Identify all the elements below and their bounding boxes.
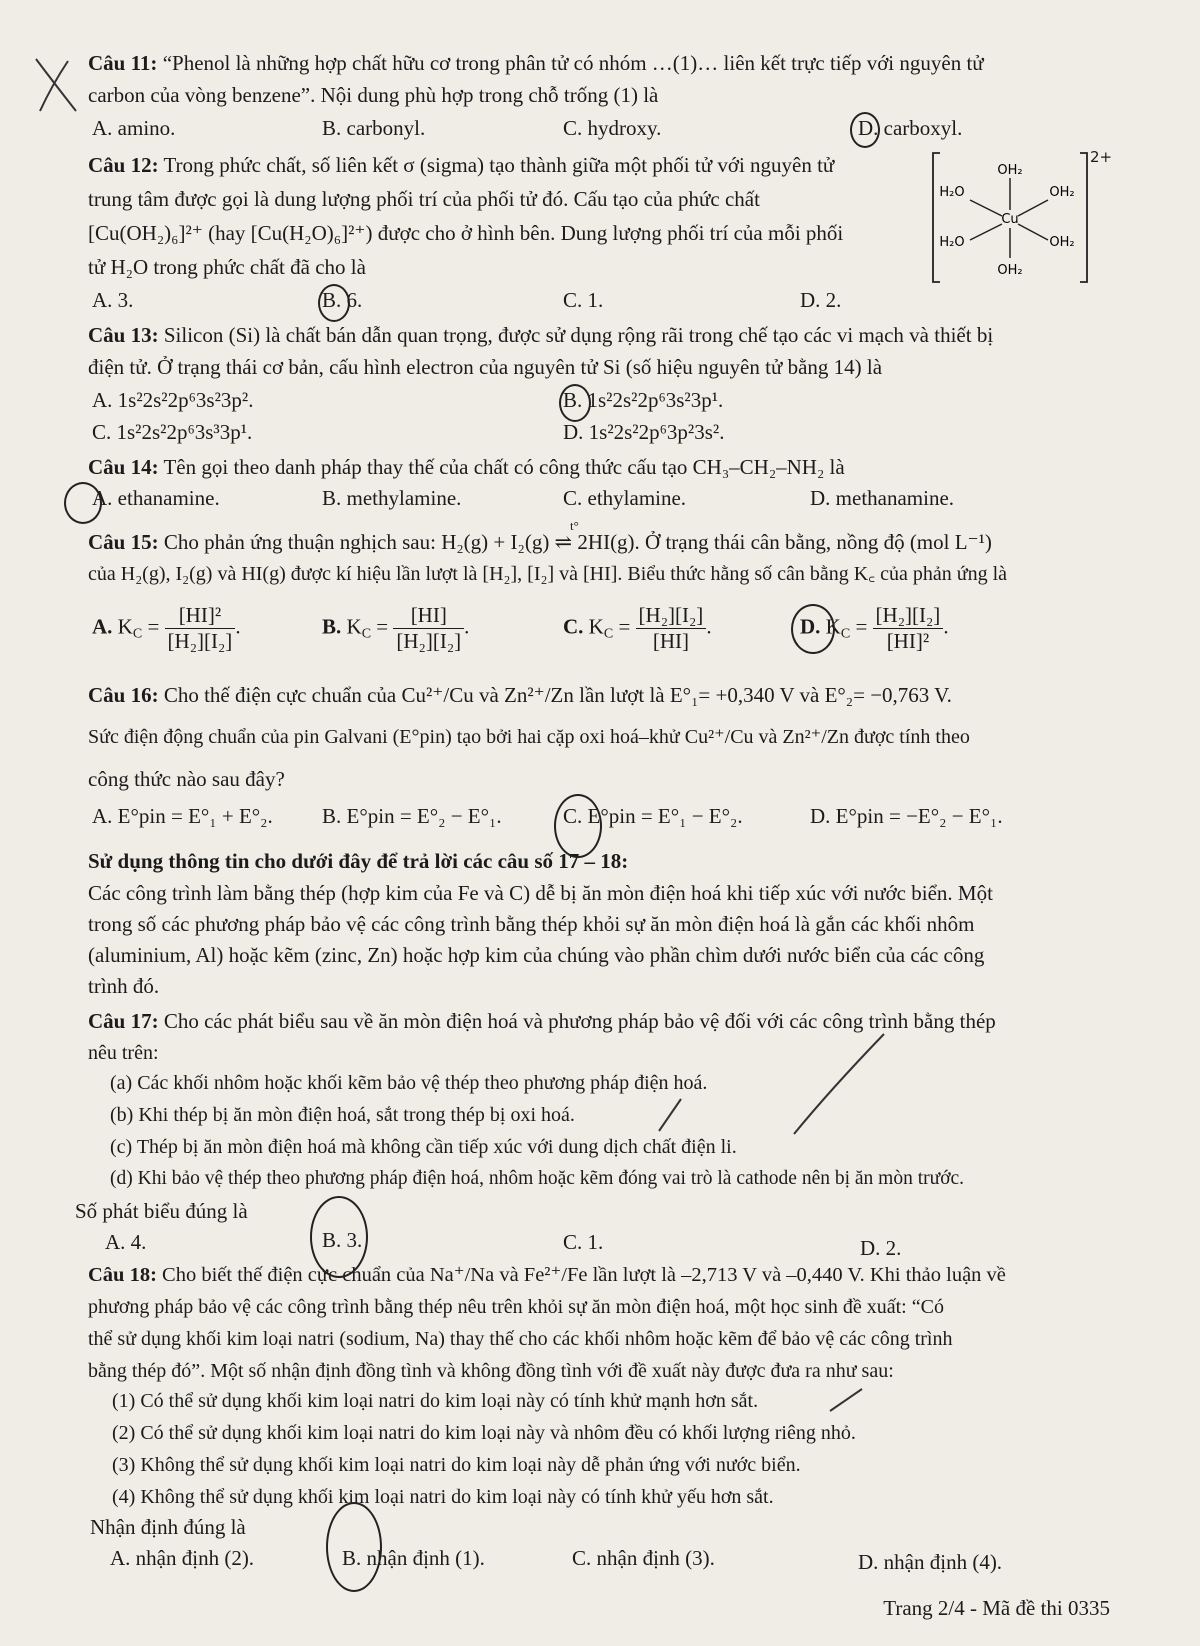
question-13-line2: điện tử. Ở trạng thái cơ bản, cấu hình electron của nguyên tử Si (số hiệu nguyên tử bằng 14) là (88, 355, 883, 379)
statement-d: (d) Khi bảo vệ thép theo phương pháp điện hoá, nhôm hoặc kẽm đóng vai trò là cathode nên bị ăn mòn trước. (110, 1168, 965, 1189)
option-b[interactable]: B. nhận định (1). (342, 1546, 485, 1570)
handwritten-check-mark (826, 1385, 866, 1415)
fraction: $\frac{\text{[H₂][I₂]}}{[HI]}$ (636, 603, 707, 654)
option-c[interactable]: C. E°pin = E°₁ − E°₂. (563, 804, 743, 828)
option-b[interactable]: B. methylamine. (322, 486, 462, 510)
option-c[interactable]: C. nhận định (3). (572, 1546, 715, 1570)
question-15 (88, 527, 1113, 557)
option-d[interactable]: D. E°pin = −E°₂ − E°₁. (810, 804, 1003, 828)
question-number: Câu 17: (88, 1009, 159, 1033)
option-a[interactable]: A. 1s²2s²2p⁶3s²3p². (92, 388, 254, 412)
fraction: $\frac{[HI]}{\text{[H₂][I₂]}}$ (393, 603, 464, 654)
option-c[interactable]: C. $K_C$ = $\frac{\text{[H₂][I₂]}}{[HI]}$ . (563, 603, 712, 653)
answer-circle-mark (64, 482, 102, 524)
option-c[interactable]: C. 1s²2s²2p⁶3s³3p¹. (92, 420, 253, 444)
question-number: Câu 14: (88, 455, 159, 479)
question-number: Câu 13: (88, 323, 159, 347)
option-d[interactable]: D. carboxyl. (858, 116, 963, 140)
answer-circle-mark (850, 112, 880, 148)
cu-label: Cu (1001, 212, 1019, 227)
option-a[interactable]: A. E°pin = E°₁ + E°₂. (92, 804, 273, 828)
question-text: Cho biết thế điện cực chuẩn của Na⁺/Na và Fe²⁺/Fe lần lượt là –2,713 V và –0,440 V. Khi thảo luận về (162, 1264, 1006, 1286)
answer-circle-mark (791, 604, 835, 654)
option-d[interactable]: D. 2. (860, 1236, 902, 1260)
question-number: Câu 12: (88, 153, 159, 177)
question-15-line2: của H₂(g), I₂(g) và HI(g) được kí hiệu lần lượt là [H₂], [I₂] và [HI]. Biểu thức hằng số cân bằng K꜀ của phản ứng là (88, 563, 1008, 585)
statement-4: (4) Không thể sử dụng khối kim loại natri do kim loại này có tính khử yếu hơn sắt. (112, 1486, 774, 1508)
question-17-line2: nêu trên: (88, 1042, 159, 1064)
option-b[interactable]: B. 1s²2s²2p⁶3s²3p¹. (563, 388, 724, 412)
question-11 (88, 48, 1113, 78)
question-16-line3: công thức nào sau đây? (88, 767, 285, 791)
option-a[interactable]: A. $K_C$ = $\frac{\text{[HI]²}}{\text{[H₂][I₂]}}$ . (92, 603, 241, 653)
question-18-ask: Nhận định đúng là (90, 1515, 246, 1539)
option-d[interactable]: D. 1s²2s²2p⁶3p²3s². (563, 420, 725, 444)
ligand-label: OH₂ (1049, 185, 1075, 200)
reaction-condition: t° (570, 518, 579, 533)
option-a[interactable]: A. ethanamine. (92, 486, 220, 510)
option-c[interactable]: C. 1. (563, 288, 604, 312)
option-b[interactable]: B. E°pin = E°₂ − E°₁. (322, 804, 502, 828)
answer-circle-mark (318, 284, 350, 322)
question-11-line2: carbon của vòng benzene”. Nội dung phù hợp trong chỗ trống (1) là (88, 83, 659, 107)
option-d[interactable]: D. 2. (800, 288, 842, 312)
cu-complex-figure (930, 150, 1090, 285)
question-12-line2: trung tâm được gọi là dung lượng phối trí của phối tử đó. Cấu tạo của phức chất (88, 187, 760, 211)
answer-circle-mark (554, 794, 602, 858)
option-d[interactable]: D. $K_C$ = $\frac{\text{[H₂][I₂]}}{\text{[HI]²}}$ . (800, 603, 949, 653)
question-number: Câu 16: (88, 683, 159, 707)
question-13 (88, 320, 1113, 350)
question-12-line3: [Cu(OH₂)₆]²⁺ (hay [Cu(H₂O)₆]²⁺) được cho ở hình bên. Dung lượng phối trí của mỗi phối (88, 221, 844, 245)
question-16-line2: Sức điện động chuẩn của pin Galvani (E°pin) tạo bởi hai cặp oxi hoá–khử Cu²⁺/Cu và Zn²⁺/Zn được tính theo (88, 726, 970, 748)
info-line: Các công trình làm bằng thép (hợp kim của Fe và C) dễ bị ăn mòn điện hoá khi tiếp xúc với nước biển. Một (88, 881, 993, 905)
ligand-label: OH₂ (1049, 235, 1075, 250)
question-number: Câu 18: (88, 1264, 157, 1286)
handwritten-check-mark (655, 1095, 685, 1135)
question-text: Silicon (Si) là chất bán dẫn quan trọng, được sử dụng rộng rãi trong chế tạo các vi mạch và thiết bị (163, 323, 994, 347)
question-text: Trong phức chất, số liên kết σ (sigma) tạo thành giữa một phối tử với nguyên tử (163, 153, 835, 177)
info-line: trong số các phương pháp bảo vệ các công trình bằng thép khỏi sự ăn mòn điện hoá là gắn các khối nhôm (88, 912, 975, 936)
info-line: trình đó. (88, 974, 160, 998)
option-d[interactable]: D. methanamine. (810, 486, 955, 510)
statement-3: (3) Không thể sử dụng khối kim loại natri do kim loại này dễ phản ứng với nước biển. (112, 1454, 801, 1476)
option-c[interactable]: C. 1. (563, 1230, 604, 1254)
option-a[interactable]: A. 4. (105, 1230, 147, 1254)
option-d[interactable]: D. nhận định (4). (858, 1550, 1003, 1574)
question-text: Tên gọi theo danh pháp thay thế của chất có công thức cấu tạo CH₃–CH₂–NH₂ là (163, 455, 845, 479)
info-heading: Sử dụng thông tin cho dưới đây để trả lời các câu số 17 – 18: (88, 849, 629, 873)
question-text: “Phenol là những hợp chất hữu cơ trong phân tử có nhóm …(1)… liên kết trực tiếp với nguyên tử (162, 51, 984, 75)
question-14 (88, 452, 1113, 482)
statement-c: (c) Thép bị ăn mòn điện hoá mà không cần tiếp xúc với dung dịch chất điện li. (110, 1136, 737, 1158)
statement-2: (2) Có thể sử dụng khối kim loại natri do kim loại này và nhôm đều có khối lượng riêng nhỏ. (112, 1422, 856, 1444)
option-b[interactable]: B. 6. (322, 288, 363, 312)
question-18 (88, 1260, 1113, 1290)
ligand-label: OH₂ (997, 263, 1023, 278)
option-b[interactable]: B. carbonyl. (322, 116, 426, 140)
question-18-line2: phương pháp bảo vệ các công trình bằng thép nêu trên khỏi sự ăn mòn điện hoá, một học sinh đề xuất: “Có (88, 1296, 944, 1318)
statement-1: (1) Có thể sử dụng khối kim loại natri do kim loại này có tính khử mạnh hơn sắt. (112, 1390, 759, 1412)
question-number: Câu 15: (88, 530, 159, 554)
option-a[interactable]: A. amino. (92, 116, 176, 140)
page-footer: Trang 2/4 - Mã đề thi 0335 (883, 1596, 1110, 1620)
info-line: (aluminium, Al) hoặc kẽm (zinc, Zn) hoặc hợp kim của chúng vào phần chìm dưới nước biển của các công (88, 943, 985, 967)
option-c[interactable]: C. hydroxy. (563, 116, 662, 140)
ligand-label: H₂O (939, 185, 965, 200)
handwritten-x-mark (30, 55, 80, 115)
option-b[interactable]: B. $K_C$ = $\frac{[HI]}{\text{[H₂][I₂]}}$ . (322, 603, 470, 653)
answer-circle-mark (559, 384, 591, 422)
option-a[interactable]: A. nhận định (2). (110, 1546, 255, 1570)
question-text: Cho các phát biểu sau về ăn mòn điện hoá và phương pháp bảo vệ đối với các công trình bằng thép (163, 1009, 996, 1033)
answer-circle-mark (326, 1502, 382, 1592)
ligand-label: H₂O (939, 235, 965, 250)
fraction: $\frac{\text{[H₂][I₂]}}{\text{[HI]²}}$ (873, 603, 944, 654)
option-b[interactable]: B. 3. (322, 1228, 363, 1252)
fraction: $\frac{\text{[HI]²}}{\text{[H₂][I₂]}}$ (165, 603, 236, 654)
option-c[interactable]: C. ethylamine. (563, 486, 687, 510)
question-12 (88, 150, 918, 180)
question-number: Câu 11: (88, 51, 158, 75)
question-text: Cho phản ứng thuận nghịch sau: H₂(g) + I₂(g) ⇌ 2HI(g). Ở trạng thái cân bằng, nồng độ (mol L⁻¹) (163, 530, 992, 554)
answer-circle-mark (310, 1196, 368, 1278)
question-18-line3: thể sử dụng khối kim loại natri (sodium, Na) thay thế cho các khối nhôm hoặc kẽm để bảo vệ các công trình (88, 1328, 953, 1350)
ligand-label: OH₂ (997, 163, 1023, 178)
question-17-ask: Số phát biểu đúng là (75, 1199, 248, 1223)
question-18-line4: bằng thép đó”. Một số nhận định đồng tình và không đồng tình với đề xuất này được đưa ra như sau: (88, 1360, 894, 1382)
handwritten-check-mark (790, 1030, 890, 1140)
statement-b: (b) Khi thép bị ăn mòn điện hoá, sắt trong thép bị oxi hoá. (110, 1104, 575, 1126)
complex-charge: 2+ (1090, 148, 1113, 166)
question-12-line4: tử H₂O trong phức chất đã cho là (88, 255, 366, 279)
statement-a: (a) Các khối nhôm hoặc khối kẽm bảo vệ thép theo phương pháp điện hoá. (110, 1072, 708, 1094)
question-text: Cho thế điện cực chuẩn của Cu²⁺/Cu và Zn²⁺/Zn lần lượt là E°₁= +0,340 V và E°₂= −0,763 V. (163, 683, 952, 707)
question-16 (88, 680, 1113, 710)
question-17 (88, 1006, 1113, 1036)
option-a[interactable]: A. 3. (92, 288, 134, 312)
